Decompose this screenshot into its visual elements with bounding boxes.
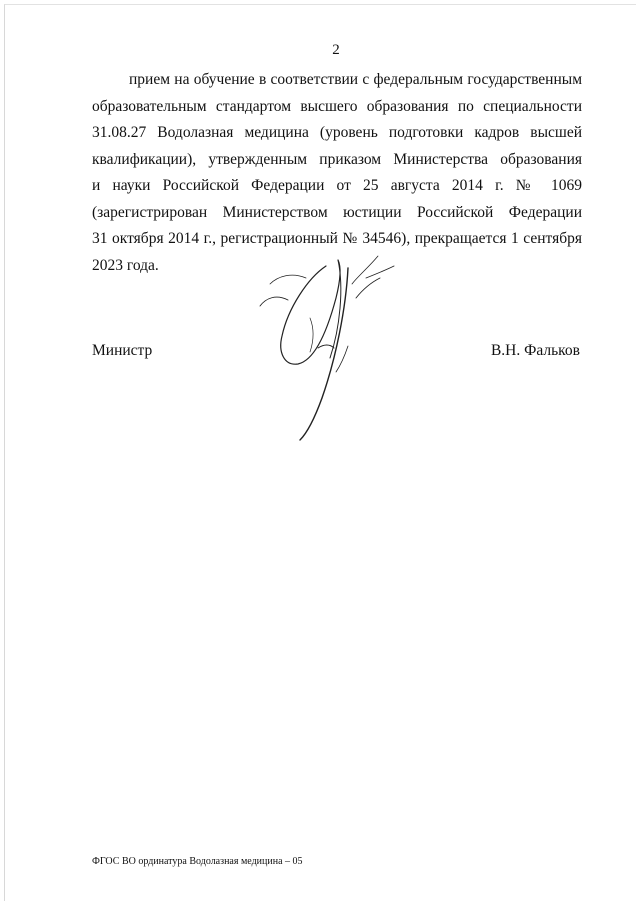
body-line: 31.08.27 Водолазная медицина (уровень подготовки кадров высшей [92, 124, 582, 141]
signatory-name: В.Н. Фальков [490, 342, 580, 359]
body-line: и науки Российской Федерации от 25 августа 2014 г. № 1069 [92, 177, 582, 194]
body-line: 31 октября 2014 г., регистрационный № 34546), прекращается 1 сентября [92, 230, 582, 247]
body-line: образовательным стандартом высшего образования по специальности [92, 97, 582, 115]
handwritten-signature [248, 248, 418, 448]
body-line: квалификации), утвержденным приказом Министерства образования [92, 150, 582, 168]
footer-note: ФГОС ВО ординатура Водолазная медицина – 05 [92, 856, 303, 867]
page-number: 2 [332, 42, 340, 58]
signatory-role: Министр [92, 342, 153, 359]
body-line: прием на обучение в соответствии с федеральным государственным [129, 71, 582, 88]
body-line: 2023 года. [92, 256, 159, 274]
body-line: (зарегистрирован Министерством юстиции Российской Федерации [92, 203, 582, 221]
